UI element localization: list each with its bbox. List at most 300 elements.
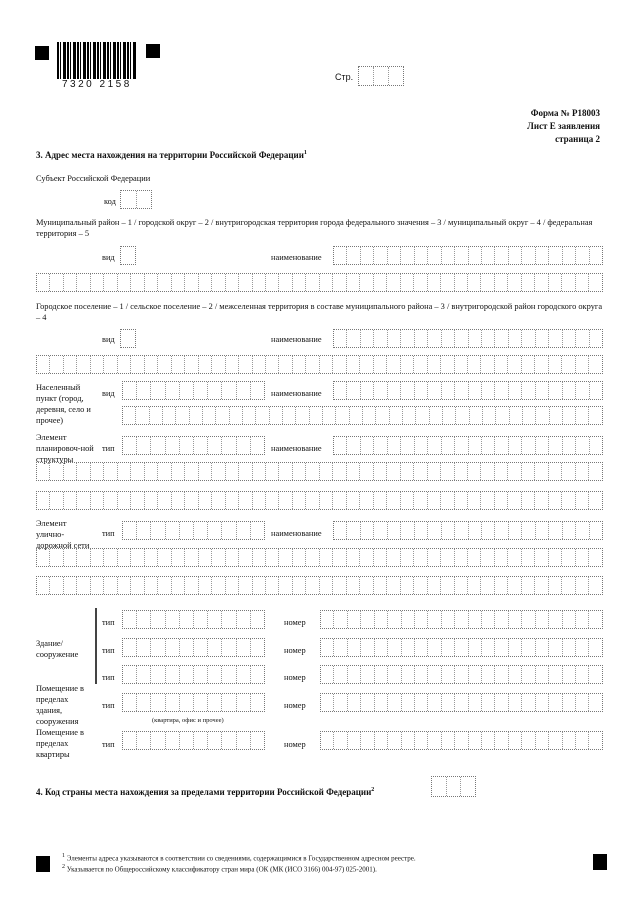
- char-cell[interactable]: [374, 356, 387, 373]
- char-cell[interactable]: [576, 732, 589, 749]
- char-cell[interactable]: [388, 611, 401, 628]
- char-cell[interactable]: [374, 330, 387, 347]
- char-cell[interactable]: [239, 549, 252, 566]
- char-cell[interactable]: [563, 407, 576, 424]
- char-cell[interactable]: [563, 611, 576, 628]
- char-cell[interactable]: [158, 274, 171, 291]
- char-cell[interactable]: [415, 437, 428, 454]
- char-cell[interactable]: [375, 732, 388, 749]
- char-cell[interactable]: [266, 356, 279, 373]
- char-cell[interactable]: [509, 522, 522, 539]
- char-cell[interactable]: [428, 274, 441, 291]
- char-cell[interactable]: [321, 639, 334, 656]
- char-cell[interactable]: [131, 274, 144, 291]
- char-cell[interactable]: [131, 463, 144, 480]
- char-cell[interactable]: [455, 437, 468, 454]
- char-cell[interactable]: [145, 549, 158, 566]
- char-cell[interactable]: [495, 492, 508, 509]
- char-cell[interactable]: [414, 274, 427, 291]
- char-cell[interactable]: [563, 247, 576, 264]
- char-cell[interactable]: [428, 330, 441, 347]
- char-cell[interactable]: [336, 407, 349, 424]
- char-cell[interactable]: [91, 492, 104, 509]
- subject-code-field[interactable]: [120, 190, 152, 209]
- char-cell[interactable]: [468, 549, 481, 566]
- char-cell[interactable]: [455, 522, 468, 539]
- char-cell[interactable]: [279, 549, 292, 566]
- char-cell[interactable]: [468, 492, 481, 509]
- char-cell[interactable]: [522, 577, 535, 594]
- char-cell[interactable]: [562, 549, 575, 566]
- char-cell[interactable]: [482, 330, 495, 347]
- char-cell[interactable]: [428, 463, 441, 480]
- char-cell[interactable]: [347, 274, 360, 291]
- char-cell[interactable]: [536, 522, 549, 539]
- char-cell[interactable]: [401, 577, 414, 594]
- char-cell[interactable]: [576, 639, 589, 656]
- char-cell[interactable]: [123, 522, 137, 539]
- char-cell[interactable]: [508, 463, 521, 480]
- char-cell[interactable]: [239, 577, 252, 594]
- char-cell[interactable]: [222, 437, 236, 454]
- char-cell[interactable]: [469, 666, 482, 683]
- char-cell[interactable]: [416, 407, 429, 424]
- premises-number-field[interactable]: [320, 693, 603, 712]
- char-cell[interactable]: [104, 356, 117, 373]
- char-cell[interactable]: [123, 437, 137, 454]
- char-cell[interactable]: [306, 577, 319, 594]
- char-cell[interactable]: [361, 639, 374, 656]
- char-cell[interactable]: [137, 191, 152, 208]
- char-cell[interactable]: [266, 577, 279, 594]
- char-cell[interactable]: [495, 522, 508, 539]
- char-cell[interactable]: [131, 577, 144, 594]
- char-cell[interactable]: [323, 407, 336, 424]
- char-cell[interactable]: [226, 463, 239, 480]
- char-cell[interactable]: [158, 549, 171, 566]
- char-cell[interactable]: [509, 611, 522, 628]
- char-cell[interactable]: [441, 274, 454, 291]
- char-cell[interactable]: [589, 549, 601, 566]
- char-cell[interactable]: [333, 274, 346, 291]
- char-cell[interactable]: [415, 639, 428, 656]
- char-cell[interactable]: [522, 382, 535, 399]
- char-cell[interactable]: [123, 611, 137, 628]
- char-cell[interactable]: [401, 549, 414, 566]
- char-cell[interactable]: [77, 577, 90, 594]
- char-cell[interactable]: [401, 463, 414, 480]
- char-cell[interactable]: [360, 274, 373, 291]
- char-cell[interactable]: [455, 611, 468, 628]
- char-cell[interactable]: [293, 492, 306, 509]
- municipal-kind-field[interactable]: [120, 246, 136, 265]
- char-cell[interactable]: [347, 549, 360, 566]
- char-cell[interactable]: [151, 611, 165, 628]
- char-cell[interactable]: [172, 577, 185, 594]
- char-cell[interactable]: [563, 639, 576, 656]
- char-cell[interactable]: [296, 407, 309, 424]
- char-cell[interactable]: [374, 247, 387, 264]
- char-cell[interactable]: [137, 522, 151, 539]
- char-cell[interactable]: [163, 407, 176, 424]
- char-cell[interactable]: [495, 463, 508, 480]
- char-cell[interactable]: [589, 407, 601, 424]
- char-cell[interactable]: [123, 639, 137, 656]
- char-cell[interactable]: [562, 274, 575, 291]
- char-cell[interactable]: [388, 247, 401, 264]
- char-cell[interactable]: [253, 549, 266, 566]
- char-cell[interactable]: [495, 356, 508, 373]
- char-cell[interactable]: [212, 577, 225, 594]
- char-cell[interactable]: [137, 611, 151, 628]
- char-cell[interactable]: [549, 577, 562, 594]
- premises-type-field[interactable]: [122, 693, 265, 712]
- char-cell[interactable]: [495, 694, 508, 711]
- char-cell[interactable]: [194, 694, 208, 711]
- char-cell[interactable]: [428, 577, 441, 594]
- char-cell[interactable]: [576, 330, 589, 347]
- char-cell[interactable]: [348, 732, 361, 749]
- char-cell[interactable]: [348, 639, 361, 656]
- char-cell[interactable]: [549, 330, 562, 347]
- char-cell[interactable]: [402, 611, 415, 628]
- char-cell[interactable]: [589, 666, 601, 683]
- char-cell[interactable]: [482, 694, 495, 711]
- char-cell[interactable]: [237, 666, 251, 683]
- char-cell[interactable]: [212, 356, 225, 373]
- char-cell[interactable]: [442, 382, 455, 399]
- char-cell[interactable]: [589, 274, 601, 291]
- char-cell[interactable]: [576, 492, 589, 509]
- char-cell[interactable]: [590, 330, 602, 347]
- char-cell[interactable]: [495, 247, 508, 264]
- char-cell[interactable]: [131, 356, 144, 373]
- char-cell[interactable]: [481, 577, 494, 594]
- char-cell[interactable]: [118, 463, 131, 480]
- char-cell[interactable]: [428, 639, 441, 656]
- char-cell[interactable]: [176, 407, 189, 424]
- char-cell[interactable]: [347, 356, 360, 373]
- char-cell[interactable]: [495, 549, 508, 566]
- char-cell[interactable]: [509, 382, 522, 399]
- char-cell[interactable]: [374, 382, 387, 399]
- char-cell[interactable]: [360, 577, 373, 594]
- char-cell[interactable]: [563, 666, 576, 683]
- char-cell[interactable]: [495, 330, 508, 347]
- char-cell[interactable]: [166, 382, 180, 399]
- char-cell[interactable]: [180, 694, 194, 711]
- char-cell[interactable]: [199, 577, 212, 594]
- char-cell[interactable]: [415, 694, 428, 711]
- char-cell[interactable]: [589, 356, 601, 373]
- char-cell[interactable]: [455, 356, 468, 373]
- country-code-field[interactable]: [431, 776, 476, 797]
- char-cell[interactable]: [428, 694, 441, 711]
- char-cell[interactable]: [279, 356, 292, 373]
- char-cell[interactable]: [306, 549, 319, 566]
- char-cell[interactable]: [104, 463, 117, 480]
- char-cell[interactable]: [536, 732, 549, 749]
- char-cell[interactable]: [590, 247, 602, 264]
- char-cell[interactable]: [468, 274, 481, 291]
- char-cell[interactable]: [483, 407, 496, 424]
- char-cell[interactable]: [387, 492, 400, 509]
- char-cell[interactable]: [137, 732, 151, 749]
- char-cell[interactable]: [310, 407, 323, 424]
- char-cell[interactable]: [455, 549, 468, 566]
- char-cell[interactable]: [576, 694, 589, 711]
- char-cell[interactable]: [482, 437, 495, 454]
- char-cell[interactable]: [536, 382, 549, 399]
- char-cell[interactable]: [496, 407, 509, 424]
- char-cell[interactable]: [37, 463, 50, 480]
- char-cell[interactable]: [333, 356, 346, 373]
- char-cell[interactable]: [563, 694, 576, 711]
- char-cell[interactable]: [137, 639, 151, 656]
- planning-name-field-1[interactable]: [333, 436, 603, 455]
- char-cell[interactable]: [589, 694, 601, 711]
- char-cell[interactable]: [509, 437, 522, 454]
- char-cell[interactable]: [589, 639, 601, 656]
- char-cell[interactable]: [388, 694, 401, 711]
- char-cell[interactable]: [293, 274, 306, 291]
- char-cell[interactable]: [360, 492, 373, 509]
- char-cell[interactable]: [455, 382, 468, 399]
- char-cell[interactable]: [279, 492, 292, 509]
- char-cell[interactable]: [293, 356, 306, 373]
- char-cell[interactable]: [334, 732, 347, 749]
- char-cell[interactable]: [374, 274, 387, 291]
- char-cell[interactable]: [428, 382, 441, 399]
- char-cell[interactable]: [306, 274, 319, 291]
- char-cell[interactable]: [536, 694, 549, 711]
- char-cell[interactable]: [455, 330, 468, 347]
- char-cell[interactable]: [522, 666, 535, 683]
- char-cell[interactable]: [50, 549, 63, 566]
- char-cell[interactable]: [469, 330, 482, 347]
- char-cell[interactable]: [123, 666, 137, 683]
- char-cell[interactable]: [509, 639, 522, 656]
- char-cell[interactable]: [442, 694, 455, 711]
- char-cell[interactable]: [374, 67, 389, 85]
- char-cell[interactable]: [104, 577, 117, 594]
- char-cell[interactable]: [388, 437, 401, 454]
- char-cell[interactable]: [442, 330, 455, 347]
- char-cell[interactable]: [361, 694, 374, 711]
- char-cell[interactable]: [199, 492, 212, 509]
- char-cell[interactable]: [508, 577, 521, 594]
- char-cell[interactable]: [333, 463, 346, 480]
- char-cell[interactable]: [402, 666, 415, 683]
- char-cell[interactable]: [222, 666, 236, 683]
- char-cell[interactable]: [347, 577, 360, 594]
- char-cell[interactable]: [348, 694, 361, 711]
- char-cell[interactable]: [104, 549, 117, 566]
- char-cell[interactable]: [222, 694, 236, 711]
- char-cell[interactable]: [194, 639, 208, 656]
- char-cell[interactable]: [508, 492, 521, 509]
- char-cell[interactable]: [441, 463, 454, 480]
- char-cell[interactable]: [549, 463, 562, 480]
- char-cell[interactable]: [563, 437, 576, 454]
- char-cell[interactable]: [414, 492, 427, 509]
- char-cell[interactable]: [320, 463, 333, 480]
- char-cell[interactable]: [180, 732, 194, 749]
- char-cell[interactable]: [77, 356, 90, 373]
- char-cell[interactable]: [441, 356, 454, 373]
- char-cell[interactable]: [172, 356, 185, 373]
- char-cell[interactable]: [535, 492, 548, 509]
- char-cell[interactable]: [388, 639, 401, 656]
- char-cell[interactable]: [375, 694, 388, 711]
- char-cell[interactable]: [347, 463, 360, 480]
- char-cell[interactable]: [442, 247, 455, 264]
- char-cell[interactable]: [401, 330, 414, 347]
- settlement-kind-field[interactable]: [120, 329, 136, 348]
- char-cell[interactable]: [469, 732, 482, 749]
- char-cell[interactable]: [590, 437, 602, 454]
- char-cell[interactable]: [251, 611, 264, 628]
- char-cell[interactable]: [293, 549, 306, 566]
- char-cell[interactable]: [388, 330, 401, 347]
- char-cell[interactable]: [180, 611, 194, 628]
- char-cell[interactable]: [321, 694, 334, 711]
- char-cell[interactable]: [536, 639, 549, 656]
- char-cell[interactable]: [576, 577, 589, 594]
- char-cell[interactable]: [510, 407, 523, 424]
- char-cell[interactable]: [374, 549, 387, 566]
- char-cell[interactable]: [576, 382, 589, 399]
- char-cell[interactable]: [481, 463, 494, 480]
- char-cell[interactable]: [131, 549, 144, 566]
- char-cell[interactable]: [375, 639, 388, 656]
- char-cell[interactable]: [589, 611, 601, 628]
- char-cell[interactable]: [455, 247, 468, 264]
- char-cell[interactable]: [347, 492, 360, 509]
- char-cell[interactable]: [194, 611, 208, 628]
- char-cell[interactable]: [350, 407, 363, 424]
- char-cell[interactable]: [563, 522, 576, 539]
- char-cell[interactable]: [91, 549, 104, 566]
- char-cell[interactable]: [251, 732, 264, 749]
- char-cell[interactable]: [64, 492, 77, 509]
- char-cell[interactable]: [455, 492, 468, 509]
- char-cell[interactable]: [226, 577, 239, 594]
- char-cell[interactable]: [401, 522, 414, 539]
- char-cell[interactable]: [495, 639, 508, 656]
- char-cell[interactable]: [185, 492, 198, 509]
- char-cell[interactable]: [283, 407, 296, 424]
- char-cell[interactable]: [509, 666, 522, 683]
- char-cell[interactable]: [387, 549, 400, 566]
- char-cell[interactable]: [91, 274, 104, 291]
- char-cell[interactable]: [389, 67, 403, 85]
- char-cell[interactable]: [222, 382, 236, 399]
- char-cell[interactable]: [563, 382, 576, 399]
- char-cell[interactable]: [482, 666, 495, 683]
- char-cell[interactable]: [222, 522, 236, 539]
- char-cell[interactable]: [253, 492, 266, 509]
- char-cell[interactable]: [208, 666, 222, 683]
- char-cell[interactable]: [374, 492, 387, 509]
- char-cell[interactable]: [576, 247, 589, 264]
- char-cell[interactable]: [131, 492, 144, 509]
- char-cell[interactable]: [442, 611, 455, 628]
- char-cell[interactable]: [361, 437, 374, 454]
- char-cell[interactable]: [118, 356, 131, 373]
- char-cell[interactable]: [522, 639, 535, 656]
- char-cell[interactable]: [432, 777, 447, 796]
- street-type-field[interactable]: [122, 521, 265, 540]
- char-cell[interactable]: [212, 463, 225, 480]
- char-cell[interactable]: [199, 356, 212, 373]
- char-cell[interactable]: [428, 732, 441, 749]
- char-cell[interactable]: [348, 666, 361, 683]
- char-cell[interactable]: [455, 666, 468, 683]
- char-cell[interactable]: [468, 463, 481, 480]
- char-cell[interactable]: [576, 356, 589, 373]
- char-cell[interactable]: [589, 732, 601, 749]
- char-cell[interactable]: [64, 356, 77, 373]
- char-cell[interactable]: [414, 463, 427, 480]
- char-cell[interactable]: [118, 549, 131, 566]
- char-cell[interactable]: [523, 407, 536, 424]
- char-cell[interactable]: [185, 356, 198, 373]
- char-cell[interactable]: [222, 732, 236, 749]
- char-cell[interactable]: [482, 522, 495, 539]
- char-cell[interactable]: [253, 577, 266, 594]
- char-cell[interactable]: [77, 492, 90, 509]
- char-cell[interactable]: [428, 666, 441, 683]
- char-cell[interactable]: [150, 407, 163, 424]
- street-name-field-3[interactable]: [36, 576, 603, 595]
- char-cell[interactable]: [576, 611, 589, 628]
- char-cell[interactable]: [563, 330, 576, 347]
- char-cell[interactable]: [320, 274, 333, 291]
- char-cell[interactable]: [180, 666, 194, 683]
- char-cell[interactable]: [237, 694, 251, 711]
- char-cell[interactable]: [442, 666, 455, 683]
- char-cell[interactable]: [251, 666, 264, 683]
- char-cell[interactable]: [37, 356, 50, 373]
- char-cell[interactable]: [208, 611, 222, 628]
- char-cell[interactable]: [334, 694, 347, 711]
- char-cell[interactable]: [333, 577, 346, 594]
- char-cell[interactable]: [495, 666, 508, 683]
- char-cell[interactable]: [185, 274, 198, 291]
- char-cell[interactable]: [456, 407, 469, 424]
- char-cell[interactable]: [185, 549, 198, 566]
- char-cell[interactable]: [469, 694, 482, 711]
- char-cell[interactable]: [576, 549, 589, 566]
- char-cell[interactable]: [549, 274, 562, 291]
- char-cell[interactable]: [361, 382, 374, 399]
- char-cell[interactable]: [495, 274, 508, 291]
- char-cell[interactable]: [180, 437, 194, 454]
- char-cell[interactable]: [401, 274, 414, 291]
- street-name-field-1[interactable]: [333, 521, 603, 540]
- char-cell[interactable]: [549, 639, 562, 656]
- char-cell[interactable]: [251, 437, 264, 454]
- char-cell[interactable]: [347, 437, 360, 454]
- char-cell[interactable]: [442, 732, 455, 749]
- char-cell[interactable]: [212, 274, 225, 291]
- char-cell[interactable]: [360, 463, 373, 480]
- char-cell[interactable]: [388, 666, 401, 683]
- char-cell[interactable]: [469, 639, 482, 656]
- char-cell[interactable]: [576, 666, 589, 683]
- char-cell[interactable]: [549, 522, 562, 539]
